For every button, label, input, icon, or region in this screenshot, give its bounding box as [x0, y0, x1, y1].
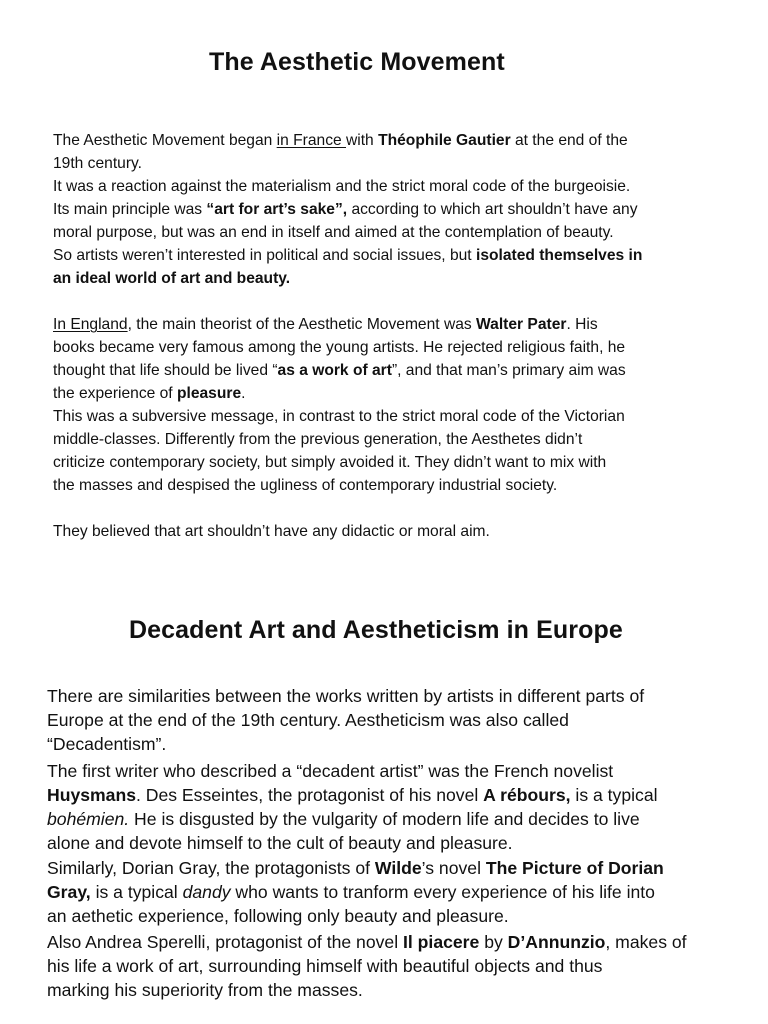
text-run: ’s novel [421, 858, 486, 878]
text-run: according to which art shouldn’t have any [347, 201, 638, 218]
bold-text: Walter Pater [476, 316, 567, 333]
text-line [47, 880, 664, 904]
text-run: The first writer who described a “decadent artist” was the French novelist [47, 761, 614, 781]
text-run: an aethetic experience, following only beauty and pleasure. [47, 906, 509, 926]
text-run: The Aesthetic Movement began [53, 132, 277, 149]
text-line [47, 904, 664, 928]
text-run: It was a reaction against the materialism and the strict moral code of the burgeoisie. [53, 178, 631, 195]
bold-text: isolated themselves in [475, 247, 643, 264]
text-run: ”, and that man’s primary aim was [391, 362, 626, 379]
text-run: thought that life should be lived “ [53, 362, 278, 379]
text-run: . Des Esseintes, the protagonist of his novel [135, 785, 484, 805]
text-line [47, 708, 644, 732]
underlined-text: in France [276, 132, 346, 149]
text-run: the masses and despised the ugliness of contemporary industrial society. [53, 477, 558, 494]
text-run: Europe at the end of the 19th century. Aestheticism was also called [47, 710, 569, 730]
bold-text: Théophile Gautier [378, 132, 511, 149]
bold-text: Gray, [47, 882, 91, 902]
text-line [53, 520, 490, 543]
bold-text: D’Annunzio [507, 932, 606, 952]
text-run: There are similarities between the works written by artists in different parts of [47, 686, 645, 706]
paragraph [53, 129, 642, 290]
underlined-text: In England [53, 316, 128, 333]
text-run: the experience of [53, 385, 177, 402]
text-run: They believed that art shouldn’t have any didactic or moral aim. [53, 523, 490, 540]
text-run: alone and devote himself to the cult of beauty and pleasure. [47, 833, 513, 853]
text-run: who wants to tranform every experience of his life into [230, 882, 655, 902]
text-line [47, 954, 687, 978]
bold-text: A rébours, [483, 785, 571, 805]
text-line [53, 359, 626, 382]
text-run: This was a subversive message, in contrast to the strict moral code of the Victorian [53, 408, 625, 425]
text-line [53, 382, 626, 405]
paragraph [47, 759, 658, 855]
text-run: Its main principle was [53, 201, 207, 218]
bold-text: Il piacere [403, 932, 480, 952]
bold-text: pleasure [176, 385, 242, 402]
text-line [47, 783, 658, 807]
paragraph [47, 930, 687, 1002]
paragraph [47, 684, 644, 756]
text-run: is a typical [90, 882, 183, 902]
italic-text: bohémien. [47, 809, 130, 829]
bold-text: as a work of art [277, 362, 392, 379]
text-run: “Decadentism”. [47, 734, 167, 754]
text-run: books became very famous among the young artists. He rejected religious faith, he [53, 339, 626, 356]
text-run: criticize contemporary society, but simply avoided it. They didn’t want to mix with [53, 454, 607, 471]
bold-text: Wilde [374, 858, 422, 878]
text-line [53, 221, 642, 244]
text-line [53, 474, 626, 497]
text-line [53, 336, 626, 359]
paragraph [53, 313, 626, 497]
text-line [53, 244, 642, 267]
text-run: marking his superiority from the masses. [47, 980, 363, 1000]
section-title-aesthetic-movement: The Aesthetic Movement [209, 48, 505, 76]
text-run: at the end of the [510, 132, 628, 149]
text-run: He is disgusted by the vulgarity of modern life and decides to live [129, 809, 640, 829]
text-run: by [479, 932, 508, 952]
text-line [47, 759, 658, 783]
text-line [53, 152, 642, 175]
text-line [47, 978, 687, 1002]
paragraph [53, 520, 490, 543]
text-run: . His [566, 316, 598, 333]
text-line [53, 405, 626, 428]
text-run: is a typical [570, 785, 658, 805]
paragraph [47, 856, 664, 928]
text-line [53, 129, 642, 152]
text-run: his life a work of art, surrounding himself with beautiful objects and thus [47, 956, 603, 976]
text-run: So artists weren’t interested in political and social issues, but [53, 247, 476, 264]
section-title-decadent-art: Decadent Art and Aestheticism in Europe [129, 616, 623, 644]
text-run: Similarly, Dorian Gray, the protagonists of [47, 858, 375, 878]
text-run: . [241, 385, 246, 402]
text-line [47, 930, 687, 954]
text-line [53, 428, 626, 451]
text-run: with [346, 132, 379, 149]
text-run: , makes of [605, 932, 687, 952]
text-line [47, 732, 644, 756]
bold-text: The Picture of Dorian [485, 858, 664, 878]
text-line [53, 175, 642, 198]
text-run: moral purpose, but was an end in itself and aimed at the contemplation of beauty. [53, 224, 614, 241]
bold-text: Huysmans [47, 785, 136, 805]
bold-text: “art for art’s sake”, [206, 201, 348, 218]
text-run: Also Andrea Sperelli, protagonist of the novel [47, 932, 404, 952]
text-line [47, 684, 644, 708]
text-line [47, 856, 664, 880]
italic-text: dandy [182, 882, 231, 902]
text-line [53, 267, 642, 290]
text-line [53, 313, 626, 336]
text-line [53, 198, 642, 221]
bold-text: an ideal world of art and beauty. [53, 270, 291, 287]
text-run: middle-classes. Differently from the previous generation, the Aesthetes didn’t [53, 431, 583, 448]
text-line [47, 831, 658, 855]
text-run: , the main theorist of the Aesthetic Movement was [127, 316, 477, 333]
text-run: 19th century. [53, 155, 142, 172]
text-line [53, 451, 626, 474]
text-line [47, 807, 658, 831]
